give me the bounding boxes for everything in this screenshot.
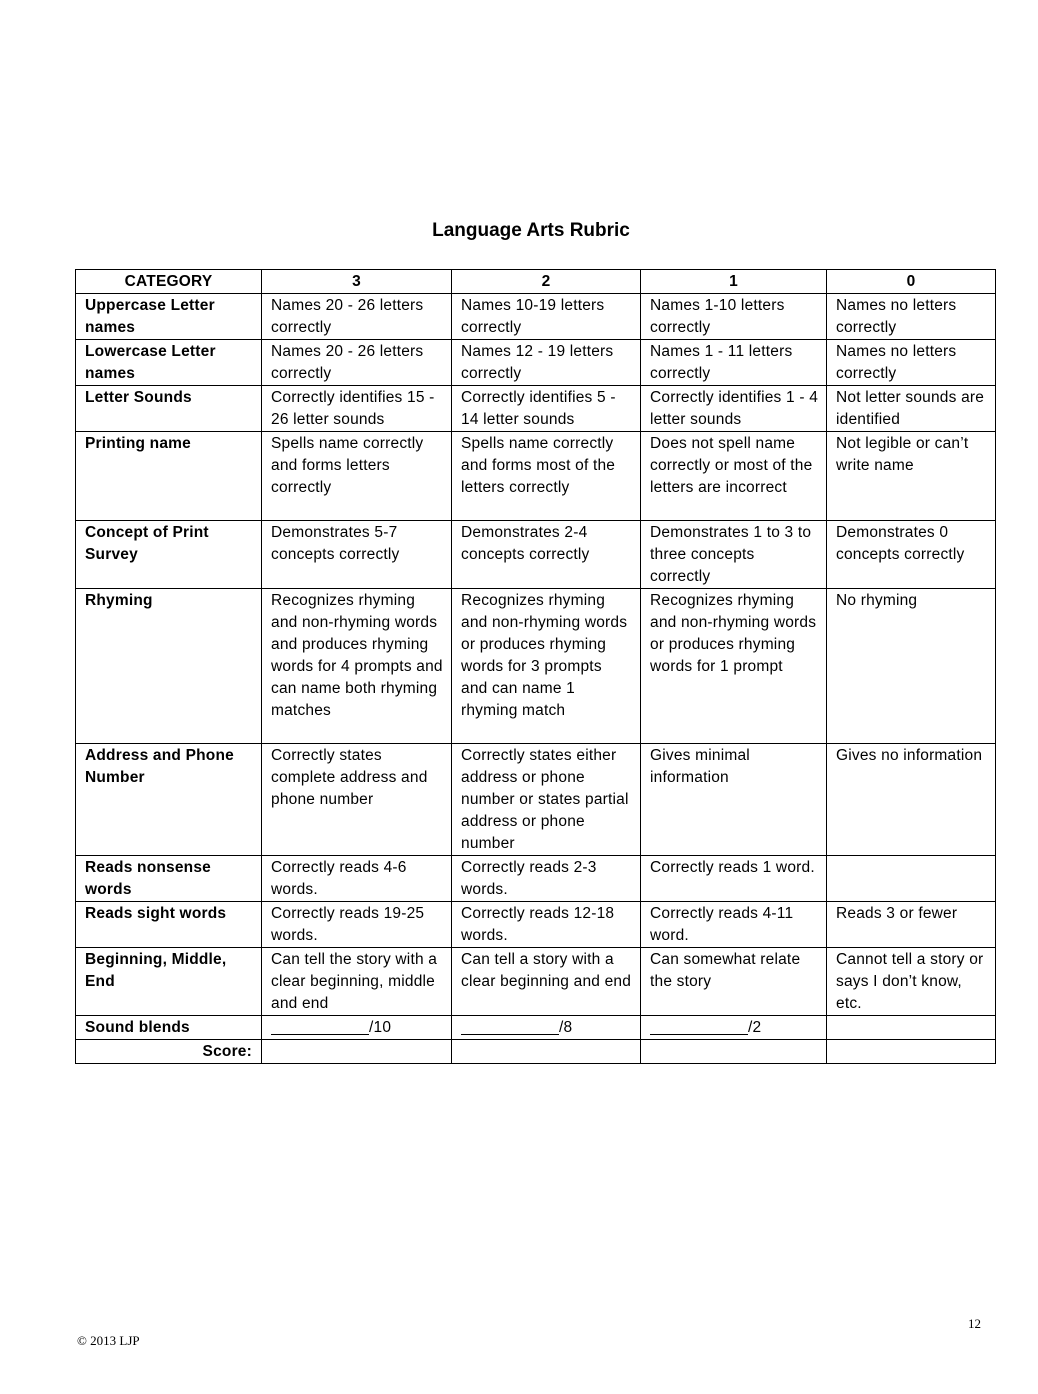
category-cell: Lowercase Letter names xyxy=(76,340,262,386)
score-0-cell xyxy=(827,856,996,902)
score-1-cell: Correctly identifies 1 - 4 letter sounds xyxy=(641,386,827,432)
score-3-cell: Spells name correctly and forms letters correctly xyxy=(262,432,452,521)
score-row xyxy=(76,1040,996,1064)
fill-in-line xyxy=(461,1017,559,1035)
category-cell: Reads nonsense words xyxy=(76,856,262,902)
fill-in-line xyxy=(650,1017,748,1035)
score-1-cell: Can somewhat relate the story xyxy=(641,948,827,1016)
header-score-3: 3 xyxy=(262,270,452,294)
score-2-cell: Correctly reads 2-3 words. xyxy=(452,856,641,902)
score-1-cell: Names 1-10 letters correctly xyxy=(641,294,827,340)
category-cell: Beginning, Middle, End xyxy=(76,948,262,1016)
score-3-cell: Correctly reads 4-6 words. xyxy=(262,856,452,902)
page-number: 12 xyxy=(968,1316,981,1331)
score-3-cell: Correctly states complete address and phone number xyxy=(262,744,452,856)
header-category: CATEGORY xyxy=(76,270,262,294)
score-3-cell: Recognizes rhyming and non-rhyming words and produces rhyming words for 4 prompts and can name both rhyming matches xyxy=(262,589,452,744)
score-2-cell: Correctly identifies 5 - 14 letter sounds xyxy=(452,386,641,432)
score-1-blank xyxy=(641,1016,827,1040)
table-row xyxy=(76,744,996,856)
fill-in-line xyxy=(271,1017,369,1035)
score-0-cell: Not legible or can’t write name xyxy=(827,432,996,521)
score-1-cell: Correctly reads 1 word. xyxy=(641,856,827,902)
category-cell: Concept of Print Survey xyxy=(76,521,262,589)
score-2-cell: Correctly states either address or phone number or states partial address or phone number xyxy=(452,744,641,856)
score-2-total xyxy=(452,1040,641,1064)
score-1-cell: Names 1 - 11 letters correctly xyxy=(641,340,827,386)
score-2-blank xyxy=(452,1016,641,1040)
score-0-cell: Names no letters correctly xyxy=(827,294,996,340)
score-3-cell: Can tell the story with a clear beginning, middle and end xyxy=(262,948,452,1016)
table-row xyxy=(76,294,996,340)
score-0-total xyxy=(827,1040,996,1064)
score-2-cell: Names 10-19 letters correctly xyxy=(452,294,641,340)
score-3-cell: Correctly reads 19-25 words. xyxy=(262,902,452,948)
copyright-notice: © 2013 LJP xyxy=(77,1333,140,1348)
sound-blends-row xyxy=(76,1016,996,1040)
category-cell: Reads sight words xyxy=(76,902,262,948)
score-0-cell: Gives no information xyxy=(827,744,996,856)
score-2-cell: Spells name correctly and forms most of the letters correctly xyxy=(452,432,641,521)
score-0-cell: Demonstrates 0 concepts correctly xyxy=(827,521,996,589)
score-1-cell: Demonstrates 1 to 3 to three concepts correctly xyxy=(641,521,827,589)
score-0-cell: Names no letters correctly xyxy=(827,340,996,386)
score-2-cell: Recognizes rhyming and non-rhyming words or produces rhyming words for 3 prompts and can name 1 rhyming match xyxy=(452,589,641,744)
score-3-cell: Names 20 - 26 letters correctly xyxy=(262,340,452,386)
category-cell: Sound blends xyxy=(76,1016,262,1040)
score-3-cell: Correctly identifies 15 - 26 letter sounds xyxy=(262,386,452,432)
category-cell: Printing name xyxy=(76,432,262,521)
header-row xyxy=(76,270,996,294)
category-cell: Address and Phone Number xyxy=(76,744,262,856)
header-score-0: 0 xyxy=(827,270,996,294)
table-row xyxy=(76,521,996,589)
category-cell: Rhyming xyxy=(76,589,262,744)
score-1-max: /2 xyxy=(748,1019,762,1036)
score-0-cell: Cannot tell a story or says I don’t know, etc. xyxy=(827,948,996,1016)
page-title: Language Arts Rubric xyxy=(432,220,630,241)
table-row xyxy=(76,856,996,902)
table-row xyxy=(76,589,996,744)
score-1-cell: Does not spell name correctly or most of the letters are incorrect xyxy=(641,432,827,521)
score-3-max: /10 xyxy=(369,1019,392,1036)
table-row xyxy=(76,902,996,948)
score-2-cell: Demonstrates 2-4 concepts correctly xyxy=(452,521,641,589)
score-1-cell: Correctly reads 4-11 word. xyxy=(641,902,827,948)
score-3-total xyxy=(262,1040,452,1064)
score-0-cell: Not letter sounds are identified xyxy=(827,386,996,432)
score-2-max: /8 xyxy=(559,1019,573,1036)
table-row xyxy=(76,340,996,386)
rubric-table xyxy=(75,269,996,1064)
category-cell: Letter Sounds xyxy=(76,386,262,432)
header-score-1: 1 xyxy=(641,270,827,294)
score-3-cell: Names 20 - 26 letters correctly xyxy=(262,294,452,340)
score-label: Score: xyxy=(76,1040,262,1064)
score-3-cell: Demonstrates 5-7 concepts correctly xyxy=(262,521,452,589)
score-1-cell: Gives minimal information xyxy=(641,744,827,856)
score-2-cell: Can tell a story with a clear beginning and end xyxy=(452,948,641,1016)
table-row xyxy=(76,948,996,1016)
score-0-cell: Reads 3 or fewer xyxy=(827,902,996,948)
score-1-cell: Recognizes rhyming and non-rhyming words or produces rhyming words for 1 prompt xyxy=(641,589,827,744)
score-2-cell: Correctly reads 12-18 words. xyxy=(452,902,641,948)
score-3-blank xyxy=(262,1016,452,1040)
score-0-cell xyxy=(827,1016,996,1040)
category-cell: Uppercase Letter names xyxy=(76,294,262,340)
header-score-2: 2 xyxy=(452,270,641,294)
table-row xyxy=(76,386,996,432)
score-1-total xyxy=(641,1040,827,1064)
table-row xyxy=(76,432,996,521)
score-2-cell: Names 12 - 19 letters correctly xyxy=(452,340,641,386)
score-0-cell: No rhyming xyxy=(827,589,996,744)
